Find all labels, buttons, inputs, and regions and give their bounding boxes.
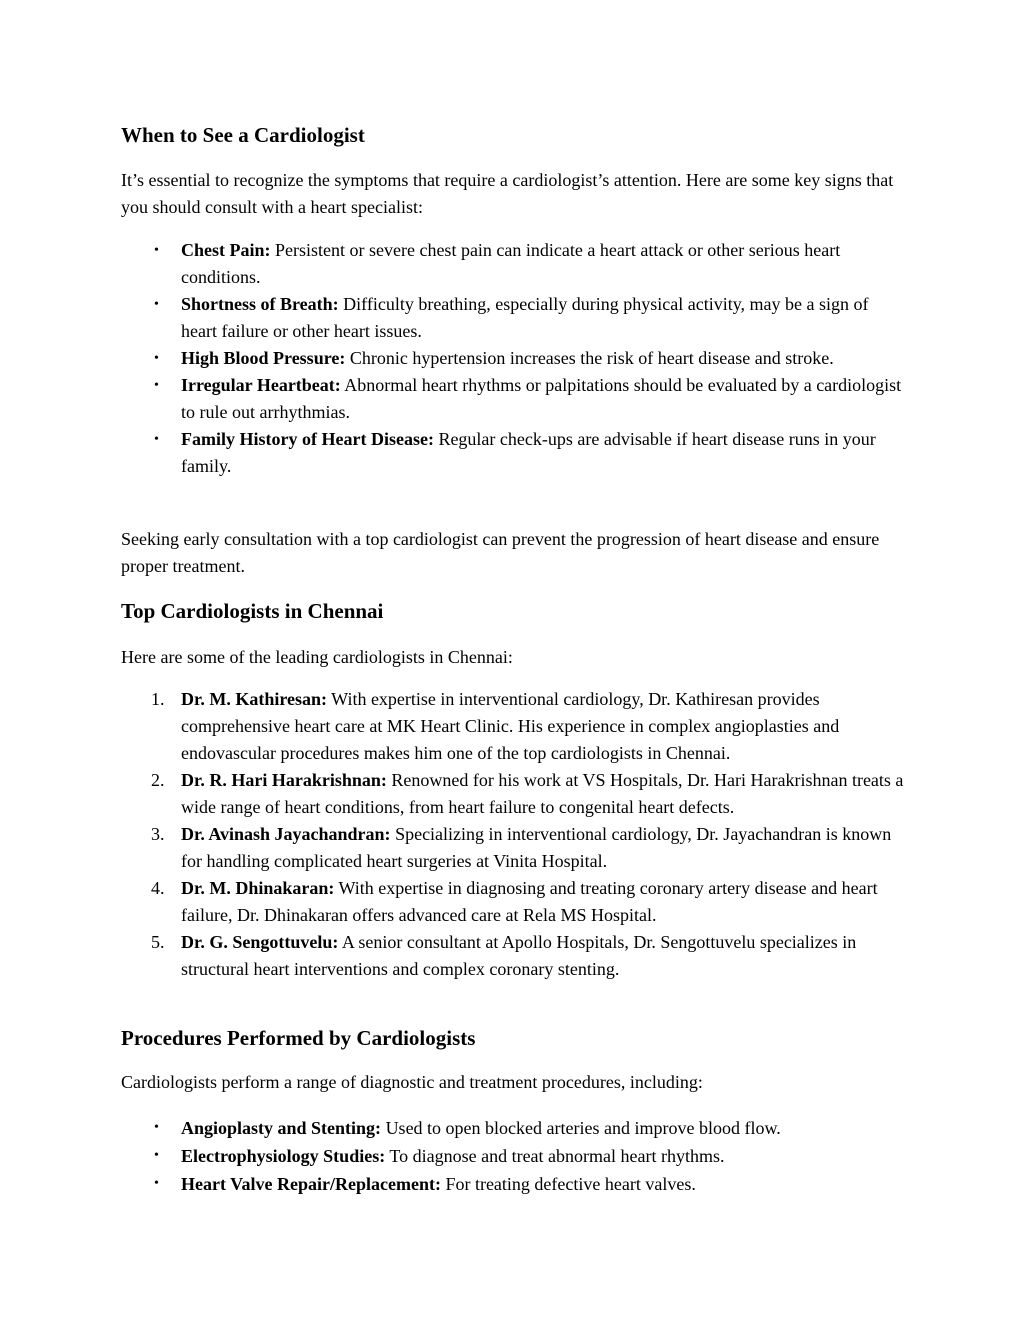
item-text: Chronic hypertension increases the risk of heart disease and stroke. [345,348,834,368]
list-item [121,821,906,875]
item-text: Regular check-ups are advisable if heart disease runs in your family. [181,429,876,476]
bullet-icon: • [154,1176,159,1191]
item-term: Dr. G. Sengottuvelu: [181,932,339,952]
item-text: Persistent or severe chest pain can indicate a heart attack or other serious heart conditions. [181,240,841,287]
list-item [121,1170,906,1198]
item-text: Difficulty breathing, especially during physical activity, may be a sign of heart failure or other heart issues. [181,294,869,341]
symptoms-list [121,237,906,480]
list-item [121,237,906,291]
item-text: With expertise in diagnosing and treating coronary artery disease and heart failure, Dr. Dhinakaran offers advanced care at Rela MS Hospital. [181,878,878,925]
bullet-icon: • [154,432,159,447]
section-intro-procedures: Cardiologists perform a range of diagnostic and treatment procedures, including: [121,1072,703,1092]
item-text: Specializing in interventional cardiology, Dr. Jayachandran is known for handling complicated heart surgeries at Vinita Hospital. [181,824,892,871]
item-text: To diagnose and treat abnormal heart rhythms. [385,1146,725,1166]
section-closing-when: Seeking early consultation with a top cardiologist can prevent the progression of heart disease and ensure proper treatment. [121,529,880,576]
item-number: 4. [151,878,165,898]
item-text: Renowned for his work at VS Hospitals, Dr. Hari Harakrishnan treats a wide range of heart conditions, from heart failure to congenital heart defects. [181,770,904,817]
item-text: Abnormal heart rhythms or palpitations should be evaluated by a cardiologist to rule out arrhythmias. [181,375,902,422]
item-term: Electrophysiology Studies: [181,1146,386,1166]
list-item [121,1114,906,1142]
bullet-icon: • [154,378,159,393]
item-number: 5. [151,932,165,952]
item-term: Dr. M. Dhinakaran: [181,878,335,898]
bullet-icon: • [154,351,159,366]
item-text: With expertise in interventional cardiology, Dr. Kathiresan provides comprehensive heart care at MK Heart Clinic. His experience in complex angioplasties and endovascular procedures makes him one of the top cardiologists in Chennai. [181,689,840,763]
section-heading-when: When to See a Cardiologist [121,123,365,147]
bullet-icon: • [154,1148,159,1163]
item-term: Irregular Heartbeat: [181,375,341,395]
list-item [121,767,906,821]
item-term: Dr. R. Hari Harakrishnan: [181,770,387,790]
item-term: Shortness of Breath: [181,294,339,314]
item-number: 2. [151,770,165,790]
list-item [121,372,906,426]
bullet-icon: • [154,243,159,258]
section-heading-procedures: Procedures Performed by Cardiologists [121,1026,476,1050]
item-term: Dr. M. Kathiresan: [181,689,327,709]
item-term: Family History of Heart Disease: [181,429,434,449]
procedures-list [121,1114,906,1198]
section-heading-top-cardiologists: Top Cardiologists in Chennai [121,599,384,623]
section-intro-top-cardiologists: Here are some of the leading cardiologists in Chennai: [121,647,513,667]
list-item [121,345,906,372]
list-item [121,875,906,929]
item-number: 3. [151,824,165,844]
item-term: High Blood Pressure: [181,348,346,368]
bullet-icon: • [154,297,159,312]
list-item [121,426,906,480]
list-item [121,291,906,345]
list-item [121,686,906,767]
item-term: Chest Pain: [181,240,271,260]
item-text: A senior consultant at Apollo Hospitals, Dr. Sengottuvelu specializes in structural heart interventions and complex coronary stenting. [181,932,857,979]
item-term: Heart Valve Repair/Replacement: [181,1174,441,1194]
bullet-icon: • [154,1120,159,1135]
list-item [121,929,906,983]
item-term: Dr. Avinash Jayachandran: [181,824,391,844]
section-intro-when: It’s essential to recognize the symptoms that require a cardiologist’s attention. Here are some key signs that you should consult with a heart specialist: [121,170,894,217]
item-text: Used to open blocked arteries and improve blood flow. [381,1118,781,1138]
item-text: For treating defective heart valves. [440,1174,696,1194]
cardiologists-list [121,686,906,983]
item-number: 1. [151,689,165,709]
item-term: Angioplasty and Stenting: [181,1118,382,1138]
list-item [121,1142,906,1170]
